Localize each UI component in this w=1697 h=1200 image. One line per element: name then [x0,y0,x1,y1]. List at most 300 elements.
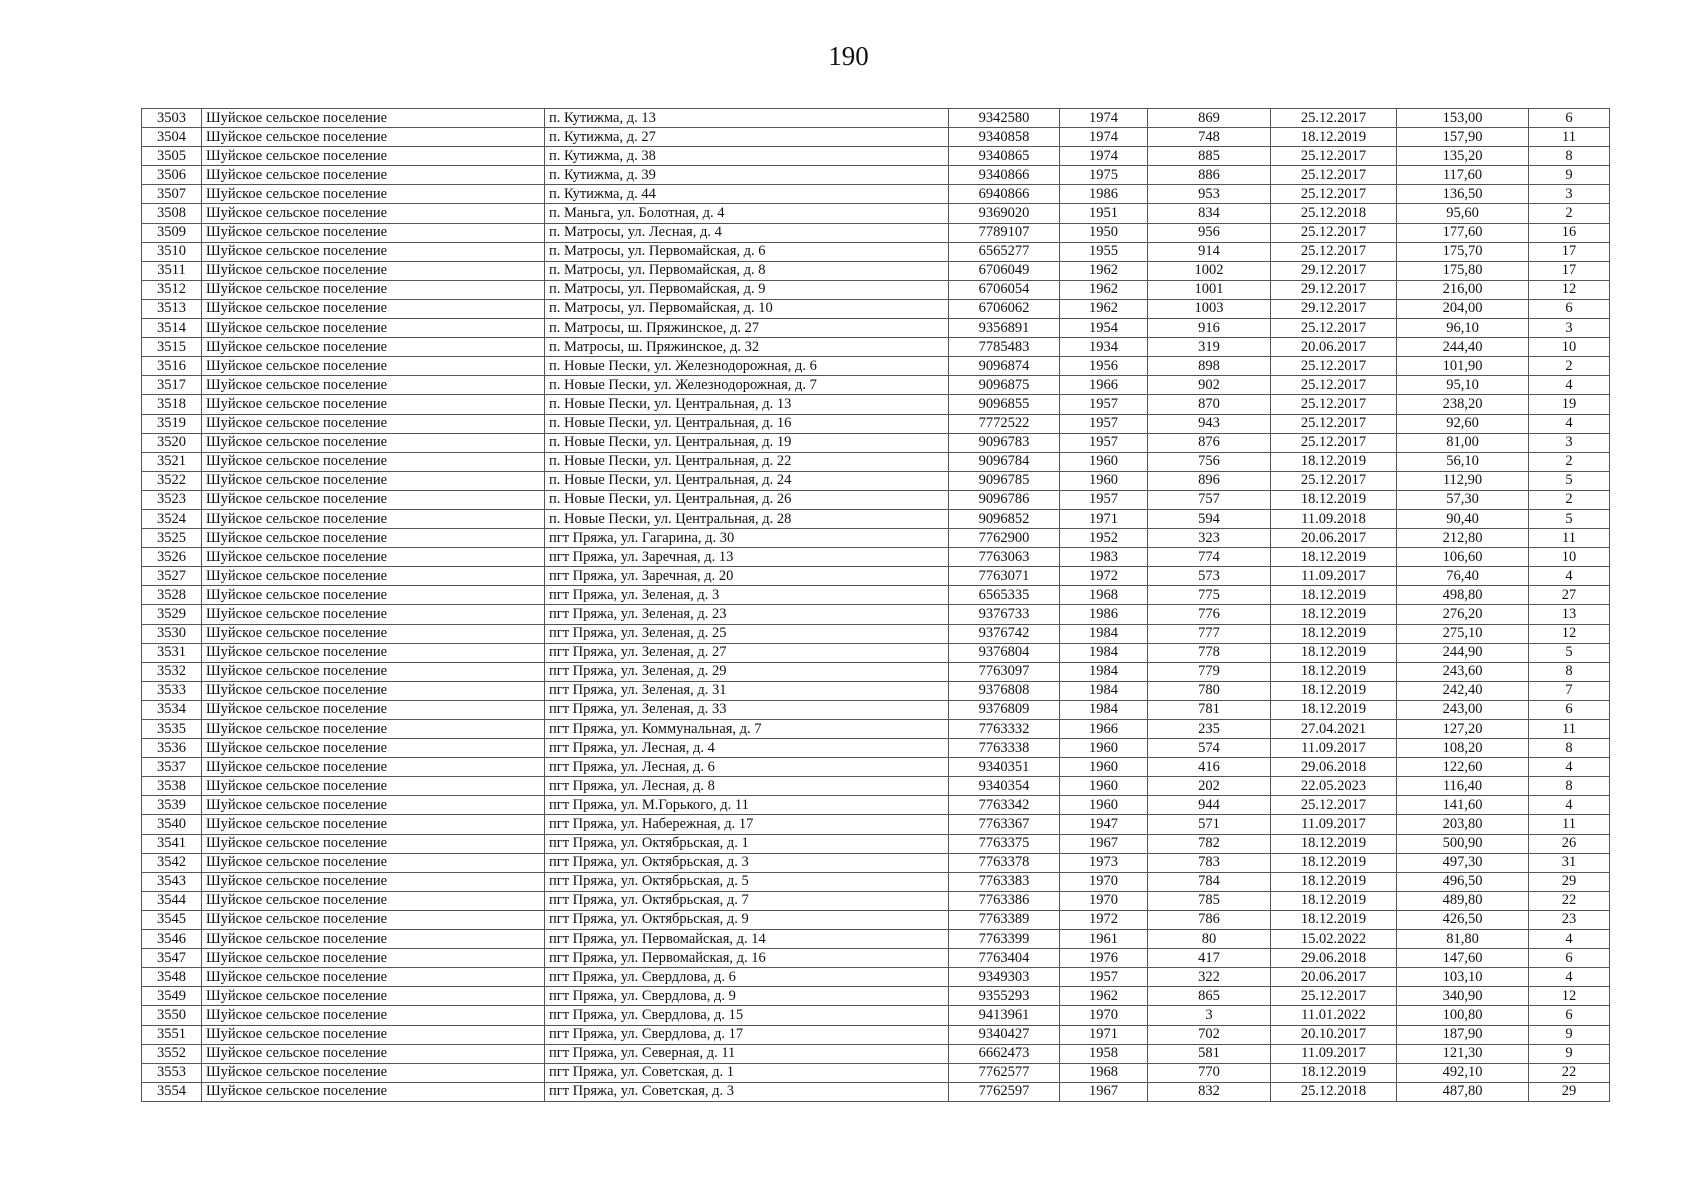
record-number-cell: 781 [1148,700,1271,719]
build-year-cell: 1975 [1060,166,1148,185]
address-cell: п. Новые Пески, ул. Центральная, д. 26 [545,490,949,509]
build-year-cell: 1974 [1060,147,1148,166]
build-year-cell: 1962 [1060,280,1148,299]
settlement-cell: Шуйское сельское поселение [202,1044,545,1063]
row-number-cell: 3549 [142,987,202,1006]
area-cell: 108,20 [1397,739,1529,758]
date-cell: 11.01.2022 [1271,1006,1397,1025]
settlement-cell: Шуйское сельское поселение [202,834,545,853]
build-year-cell: 1958 [1060,1044,1148,1063]
table-row [142,910,1610,929]
table-row [142,376,1610,395]
settlement-cell: Шуйское сельское поселение [202,319,545,338]
settlement-cell: Шуйское сельское поселение [202,261,545,280]
settlement-cell: Шуйское сельское поселение [202,910,545,929]
settlement-cell: Шуйское сельское поселение [202,1006,545,1025]
build-year-cell: 1934 [1060,338,1148,357]
count-cell: 31 [1529,853,1610,872]
record-number-cell: 702 [1148,1025,1271,1044]
building-code-cell: 6706062 [949,299,1060,318]
settlement-cell: Шуйское сельское поселение [202,1025,545,1044]
record-number-cell: 779 [1148,662,1271,681]
date-cell: 25.12.2017 [1271,395,1397,414]
date-cell: 18.12.2019 [1271,662,1397,681]
table-row [142,166,1610,185]
settlement-cell: Шуйское сельское поселение [202,987,545,1006]
record-number-cell: 574 [1148,739,1271,758]
row-number-cell: 3524 [142,509,202,528]
build-year-cell: 1960 [1060,758,1148,777]
record-number-cell: 417 [1148,949,1271,968]
row-number-cell: 3554 [142,1082,202,1101]
settlement-cell: Шуйское сельское поселение [202,299,545,318]
table-row [142,815,1610,834]
build-year-cell: 1950 [1060,223,1148,242]
date-cell: 18.12.2019 [1271,910,1397,929]
count-cell: 2 [1529,204,1610,223]
building-code-cell: 9376804 [949,643,1060,662]
date-cell: 18.12.2019 [1271,834,1397,853]
record-number-cell: 416 [1148,758,1271,777]
building-code-cell: 9340858 [949,128,1060,147]
row-number-cell: 3534 [142,700,202,719]
record-number-cell: 943 [1148,414,1271,433]
address-cell: пгт Пряжа, ул. Гагарина, д. 30 [545,529,949,548]
building-code-cell: 9376809 [949,700,1060,719]
area-cell: 136,50 [1397,185,1529,204]
count-cell: 8 [1529,777,1610,796]
count-cell: 12 [1529,624,1610,643]
row-number-cell: 3525 [142,529,202,548]
building-code-cell: 6940866 [949,185,1060,204]
table-row [142,185,1610,204]
date-cell: 25.12.2017 [1271,185,1397,204]
build-year-cell: 1986 [1060,185,1148,204]
area-cell: 498,80 [1397,586,1529,605]
row-number-cell: 3505 [142,147,202,166]
row-number-cell: 3512 [142,280,202,299]
settlement-cell: Шуйское сельское поселение [202,968,545,987]
address-cell: п. Новые Пески, ул. Центральная, д. 24 [545,471,949,490]
row-number-cell: 3540 [142,815,202,834]
address-cell: пгт Пряжа, ул. Коммунальная, д. 7 [545,720,949,739]
count-cell: 4 [1529,796,1610,815]
address-cell: п. Новые Пески, ул. Центральная, д. 28 [545,509,949,528]
record-number-cell: 594 [1148,509,1271,528]
address-cell: п. Матросы, ул. Первомайская, д. 9 [545,280,949,299]
count-cell: 6 [1529,949,1610,968]
row-number-cell: 3529 [142,605,202,624]
build-year-cell: 1984 [1060,700,1148,719]
building-code-cell: 7763383 [949,872,1060,891]
settlement-cell: Шуйское сельское поселение [202,185,545,204]
building-code-cell: 9413961 [949,1006,1060,1025]
settlement-cell: Шуйское сельское поселение [202,681,545,700]
build-year-cell: 1972 [1060,910,1148,929]
address-cell: пгт Пряжа, ул. Советская, д. 3 [545,1082,949,1101]
settlement-cell: Шуйское сельское поселение [202,376,545,395]
build-year-cell: 1984 [1060,681,1148,700]
record-number-cell: 898 [1148,357,1271,376]
building-code-cell: 9340354 [949,777,1060,796]
row-number-cell: 3506 [142,166,202,185]
row-number-cell: 3515 [142,338,202,357]
settlement-cell: Шуйское сельское поселение [202,338,545,357]
table-row [142,414,1610,433]
record-number-cell: 870 [1148,395,1271,414]
date-cell: 11.09.2017 [1271,815,1397,834]
area-cell: 122,60 [1397,758,1529,777]
area-cell: 204,00 [1397,299,1529,318]
count-cell: 11 [1529,529,1610,548]
table-row [142,949,1610,968]
building-code-cell: 9369020 [949,204,1060,223]
date-cell: 18.12.2019 [1271,1063,1397,1082]
date-cell: 18.12.2019 [1271,605,1397,624]
area-cell: 135,20 [1397,147,1529,166]
settlement-cell: Шуйское сельское поселение [202,490,545,509]
record-number-cell: 776 [1148,605,1271,624]
table-row [142,930,1610,949]
build-year-cell: 1957 [1060,490,1148,509]
area-cell: 90,40 [1397,509,1529,528]
record-number-cell: 886 [1148,166,1271,185]
settlement-cell: Шуйское сельское поселение [202,758,545,777]
date-cell: 20.10.2017 [1271,1025,1397,1044]
count-cell: 8 [1529,739,1610,758]
settlement-cell: Шуйское сельское поселение [202,720,545,739]
building-code-cell: 9376808 [949,681,1060,700]
build-year-cell: 1968 [1060,586,1148,605]
count-cell: 11 [1529,815,1610,834]
address-cell: пгт Пряжа, ул. Первомайская, д. 16 [545,949,949,968]
build-year-cell: 1961 [1060,930,1148,949]
row-number-cell: 3516 [142,357,202,376]
record-number-cell: 80 [1148,930,1271,949]
address-cell: пгт Пряжа, ул. Свердлова, д. 6 [545,968,949,987]
area-cell: 212,80 [1397,529,1529,548]
settlement-cell: Шуйское сельское поселение [202,815,545,834]
row-number-cell: 3538 [142,777,202,796]
record-number-cell: 953 [1148,185,1271,204]
row-number-cell: 3547 [142,949,202,968]
address-cell: пгт Пряжа, ул. Зеленая, д. 25 [545,624,949,643]
building-code-cell: 7762597 [949,1082,1060,1101]
table-row [142,700,1610,719]
date-cell: 18.12.2019 [1271,891,1397,910]
address-cell: пгт Пряжа, ул. Заречная, д. 13 [545,548,949,567]
record-number-cell: 1002 [1148,261,1271,280]
building-code-cell: 7763378 [949,853,1060,872]
build-year-cell: 1956 [1060,357,1148,376]
address-cell: п. Новые Пески, ул. Железнодорожная, д. 6 [545,357,949,376]
table-row [142,605,1610,624]
row-number-cell: 3522 [142,471,202,490]
building-code-cell: 9096874 [949,357,1060,376]
record-number-cell: 785 [1148,891,1271,910]
address-cell: пгт Пряжа, ул. Зеленая, д. 29 [545,662,949,681]
build-year-cell: 1962 [1060,299,1148,318]
settlement-cell: Шуйское сельское поселение [202,109,545,128]
building-code-cell: 7763367 [949,815,1060,834]
count-cell: 2 [1529,357,1610,376]
address-cell: п. Новые Пески, ул. Железнодорожная, д. 7 [545,376,949,395]
record-number-cell: 780 [1148,681,1271,700]
table-row [142,662,1610,681]
count-cell: 3 [1529,319,1610,338]
area-cell: 426,50 [1397,910,1529,929]
build-year-cell: 1976 [1060,949,1148,968]
record-number-cell: 323 [1148,529,1271,548]
settlement-cell: Шуйское сельское поселение [202,853,545,872]
area-cell: 275,10 [1397,624,1529,643]
record-number-cell: 914 [1148,242,1271,261]
address-cell: п. Кутижма, д. 27 [545,128,949,147]
build-year-cell: 1974 [1060,128,1148,147]
settlement-cell: Шуйское сельское поселение [202,624,545,643]
address-cell: п. Матросы, ш. Пряжинское, д. 32 [545,338,949,357]
building-code-cell: 7763399 [949,930,1060,949]
building-code-cell: 7763332 [949,720,1060,739]
row-number-cell: 3504 [142,128,202,147]
build-year-cell: 1984 [1060,643,1148,662]
address-cell: пгт Пряжа, ул. Октябрьская, д. 3 [545,853,949,872]
count-cell: 12 [1529,987,1610,1006]
address-cell: п. Кутижма, д. 39 [545,166,949,185]
row-number-cell: 3551 [142,1025,202,1044]
count-cell: 4 [1529,376,1610,395]
record-number-cell: 896 [1148,471,1271,490]
area-cell: 92,60 [1397,414,1529,433]
address-cell: пгт Пряжа, ул. Октябрьская, д. 5 [545,872,949,891]
area-cell: 116,40 [1397,777,1529,796]
area-cell: 238,20 [1397,395,1529,414]
build-year-cell: 1973 [1060,853,1148,872]
count-cell: 6 [1529,700,1610,719]
building-code-cell: 7762577 [949,1063,1060,1082]
date-cell: 18.12.2019 [1271,872,1397,891]
address-cell: пгт Пряжа, ул. Советская, д. 1 [545,1063,949,1082]
build-year-cell: 1957 [1060,968,1148,987]
count-cell: 23 [1529,910,1610,929]
building-code-cell: 9096784 [949,452,1060,471]
building-code-cell: 9340866 [949,166,1060,185]
area-cell: 276,20 [1397,605,1529,624]
table-row [142,643,1610,662]
building-code-cell: 9096855 [949,395,1060,414]
building-code-cell: 7763342 [949,796,1060,815]
date-cell: 25.12.2017 [1271,223,1397,242]
build-year-cell: 1967 [1060,1082,1148,1101]
settlement-cell: Шуйское сельское поселение [202,643,545,662]
area-cell: 340,90 [1397,987,1529,1006]
table-row [142,147,1610,166]
area-cell: 175,70 [1397,242,1529,261]
date-cell: 11.09.2017 [1271,1044,1397,1063]
area-cell: 187,90 [1397,1025,1529,1044]
area-cell: 177,60 [1397,223,1529,242]
row-number-cell: 3552 [142,1044,202,1063]
count-cell: 4 [1529,758,1610,777]
row-number-cell: 3511 [142,261,202,280]
count-cell: 13 [1529,605,1610,624]
settlement-cell: Шуйское сельское поселение [202,414,545,433]
date-cell: 25.12.2017 [1271,987,1397,1006]
build-year-cell: 1971 [1060,509,1148,528]
area-cell: 497,30 [1397,853,1529,872]
address-cell: пгт Пряжа, ул. Первомайская, д. 14 [545,930,949,949]
settlement-cell: Шуйское сельское поселение [202,930,545,949]
count-cell: 2 [1529,452,1610,471]
row-number-cell: 3518 [142,395,202,414]
table-row [142,299,1610,318]
record-number-cell: 775 [1148,586,1271,605]
building-code-cell: 9355293 [949,987,1060,1006]
area-cell: 112,90 [1397,471,1529,490]
count-cell: 9 [1529,1044,1610,1063]
row-number-cell: 3514 [142,319,202,338]
date-cell: 25.12.2017 [1271,471,1397,490]
address-cell: пгт Пряжа, ул. Свердлова, д. 15 [545,1006,949,1025]
settlement-cell: Шуйское сельское поселение [202,739,545,758]
building-code-cell: 9356891 [949,319,1060,338]
table-row [142,758,1610,777]
table-row [142,109,1610,128]
building-code-cell: 6706054 [949,280,1060,299]
record-number-cell: 202 [1148,777,1271,796]
table-row [142,624,1610,643]
count-cell: 3 [1529,185,1610,204]
count-cell: 17 [1529,242,1610,261]
settlement-cell: Шуйское сельское поселение [202,128,545,147]
build-year-cell: 1960 [1060,471,1148,490]
record-number-cell: 571 [1148,815,1271,834]
row-number-cell: 3519 [142,414,202,433]
date-cell: 25.12.2017 [1271,166,1397,185]
building-code-cell: 9342580 [949,109,1060,128]
count-cell: 10 [1529,338,1610,357]
settlement-cell: Шуйское сельское поселение [202,147,545,166]
row-number-cell: 3530 [142,624,202,643]
page-number: 190 [828,41,869,71]
count-cell: 6 [1529,109,1610,128]
date-cell: 27.04.2021 [1271,720,1397,739]
count-cell: 4 [1529,968,1610,987]
build-year-cell: 1960 [1060,452,1148,471]
area-cell: 127,20 [1397,720,1529,739]
row-number-cell: 3537 [142,758,202,777]
record-number-cell: 774 [1148,548,1271,567]
count-cell: 4 [1529,567,1610,586]
date-cell: 25.12.2017 [1271,357,1397,376]
area-cell: 244,40 [1397,338,1529,357]
address-cell: п. Матросы, ул. Первомайская, д. 10 [545,299,949,318]
table-row [142,223,1610,242]
record-number-cell: 916 [1148,319,1271,338]
address-cell: пгт Пряжа, ул. Свердлова, д. 17 [545,1025,949,1044]
table-row [142,1044,1610,1063]
address-cell: пгт Пряжа, ул. Лесная, д. 6 [545,758,949,777]
build-year-cell: 1955 [1060,242,1148,261]
building-code-cell: 7763071 [949,567,1060,586]
count-cell: 6 [1529,1006,1610,1025]
row-number-cell: 3539 [142,796,202,815]
date-cell: 18.12.2019 [1271,128,1397,147]
settlement-cell: Шуйское сельское поселение [202,662,545,681]
count-cell: 3 [1529,433,1610,452]
date-cell: 11.09.2017 [1271,567,1397,586]
date-cell: 11.09.2017 [1271,739,1397,758]
build-year-cell: 1971 [1060,1025,1148,1044]
date-cell: 20.06.2017 [1271,529,1397,548]
area-cell: 106,60 [1397,548,1529,567]
row-number-cell: 3503 [142,109,202,128]
build-year-cell: 1984 [1060,624,1148,643]
area-cell: 96,10 [1397,319,1529,338]
address-cell: пгт Пряжа, ул. Октябрьская, д. 7 [545,891,949,910]
record-number-cell: 784 [1148,872,1271,891]
count-cell: 5 [1529,643,1610,662]
building-code-cell: 9340427 [949,1025,1060,1044]
area-cell: 216,00 [1397,280,1529,299]
building-code-cell: 9376733 [949,605,1060,624]
building-code-cell: 9096852 [949,509,1060,528]
settlement-cell: Шуйское сельское поселение [202,204,545,223]
record-number-cell: 319 [1148,338,1271,357]
area-cell: 76,40 [1397,567,1529,586]
row-number-cell: 3542 [142,853,202,872]
housing-registry-table [141,108,1610,1102]
build-year-cell: 1970 [1060,872,1148,891]
count-cell: 29 [1529,872,1610,891]
settlement-cell: Шуйское сельское поселение [202,586,545,605]
date-cell: 29.06.2018 [1271,949,1397,968]
building-code-cell: 9376742 [949,624,1060,643]
row-number-cell: 3550 [142,1006,202,1025]
count-cell: 4 [1529,414,1610,433]
record-number-cell: 786 [1148,910,1271,929]
build-year-cell: 1957 [1060,395,1148,414]
count-cell: 8 [1529,662,1610,681]
settlement-cell: Шуйское сельское поселение [202,1063,545,1082]
date-cell: 18.12.2019 [1271,681,1397,700]
table-row [142,357,1610,376]
settlement-cell: Шуйское сельское поселение [202,796,545,815]
build-year-cell: 1957 [1060,433,1148,452]
date-cell: 29.12.2017 [1271,261,1397,280]
date-cell: 25.12.2018 [1271,204,1397,223]
date-cell: 22.05.2023 [1271,777,1397,796]
table-row [142,128,1610,147]
row-number-cell: 3528 [142,586,202,605]
table-row [142,834,1610,853]
building-code-cell: 7772522 [949,414,1060,433]
table-row [142,872,1610,891]
table-row [142,204,1610,223]
address-cell: пгт Пряжа, ул. М.Горького, д. 11 [545,796,949,815]
row-number-cell: 3517 [142,376,202,395]
area-cell: 496,50 [1397,872,1529,891]
build-year-cell: 1983 [1060,548,1148,567]
row-number-cell: 3527 [142,567,202,586]
table-row [142,548,1610,567]
build-year-cell: 1962 [1060,261,1148,280]
build-year-cell: 1960 [1060,739,1148,758]
settlement-cell: Шуйское сельское поселение [202,567,545,586]
address-cell: п. Кутижма, д. 13 [545,109,949,128]
address-cell: пгт Пряжа, ул. Зеленая, д. 33 [545,700,949,719]
address-cell: пгт Пряжа, ул. Зеленая, д. 31 [545,681,949,700]
